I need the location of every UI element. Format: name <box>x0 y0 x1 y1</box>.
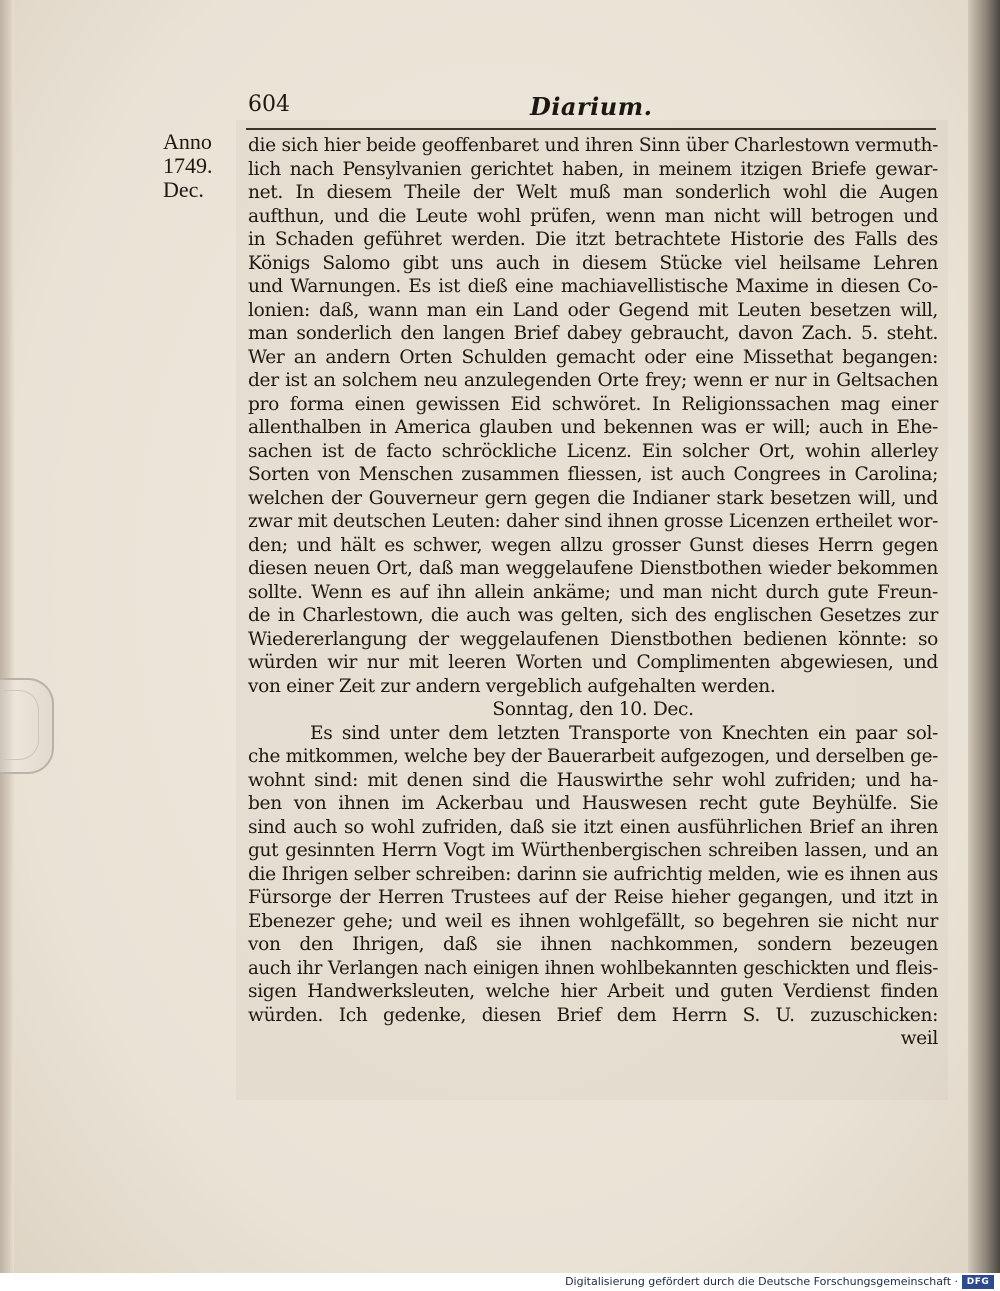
facing-page-edge <box>0 0 14 1273</box>
section-heading: Sonntag, den 10. Dec. <box>492 699 694 720</box>
text-line: Sorten von Menschen zusammen fliessen, ist auch Congrees in Carolina; <box>248 464 938 485</box>
funding-credit: Digitalisierung gefördert durch die Deutsche Forschungsgemeinschaft · <box>565 1275 958 1288</box>
margin-line: 1749. <box>163 153 213 178</box>
text-line: welchen der Gouverneur gern gegen die Indianer stark besetzen will, und <box>248 487 938 509</box>
text-line: che mitkommen, welche bey der Bauerarbeit aufgezogen, und derselben ge- <box>248 746 938 767</box>
text-line: man sonderlich den langen Brief dabey gebraucht, davon Zach. 5. steht. <box>248 323 938 344</box>
text-line: ben von ihnen im Ackerbau und Hauswesen recht gute Beyhülfe. Sie <box>248 793 938 814</box>
page-header <box>248 92 936 126</box>
catchword: weil <box>900 1028 938 1049</box>
text-line: Ebenezer gehe; und weil es ihnen wohlgefällt, so begehren sie nicht nur <box>248 910 938 932</box>
text-line: in Schaden geführet werden. Die itzt betrachtete Historie des Falls des <box>248 229 938 250</box>
text-line: der ist an solchem neu anzulegenden Orte frey; wenn er nur in Geltsachen <box>248 370 938 391</box>
text-line: sollte. Wenn es auf ihn allein ankäme; und man nicht durch gute Freun- <box>248 581 938 603</box>
text-line: lonien: daß, wann man ein Land oder Gegend mit Leuten besetzen will, <box>248 299 938 321</box>
text-line: und Warnungen. Es ist dieß eine machiavellistische Maxime in diesen Co- <box>248 276 938 297</box>
text-line: pro forma einen gewissen Eid schwöret. In Religionssachen mag einer <box>248 393 938 415</box>
text-line: die sich hier beide geoffenbaret und ihren Sinn über Charlestown vermuth- <box>248 135 938 156</box>
text-line: Wiedererlangung der weggelaufenen Dienstbothen bedienen könnte: so <box>248 628 938 650</box>
text-line: lich nach Pensylvanien gerichtet haben, in meinem itzigen Briefe gewar- <box>248 158 938 180</box>
gutter-shadow <box>968 0 1000 1273</box>
text-line: die Ihrigen selber schreiben: darinn sie aufrichtig melden, wie es ihnen aus <box>248 863 938 885</box>
text-line: Königs Salomo gibt uns auch in diesem Stücke viel heilsame Lehren <box>248 252 938 274</box>
text-line: würden wir nur mit leeren Worten und Complimenten abgewiesen, und <box>248 652 938 673</box>
text-line: von den Ihrigen, daß sie ihnen nachkommen, sondern bezeugen <box>248 934 938 955</box>
text-line: Wer an andern Orten Schulden gemacht oder eine Missethat begangen: <box>248 346 938 368</box>
margin-date-note <box>163 130 235 202</box>
text-line: diesen neuen Ort, daß man weggelaufene Dienstbothen wieder bekommen <box>248 558 938 579</box>
text-line: allenthalben in America glauben und bekennen was er will; auch in Ehe- <box>248 417 938 438</box>
body-text <box>248 134 938 1051</box>
text-line: sind auch so wohl zufriden, daß sie itzt einen ausführlichen Brief an ihren <box>248 816 938 838</box>
text-line: de in Charlestown, die auch was gelten, sich des englischen Gesetzes zur <box>248 605 938 626</box>
text-line: net. In diesem Theile der Welt muß man sonderlich wohl die Augen <box>248 182 938 203</box>
text-line: Es sind unter dem letzten Transporte von Knechten ein paar sol- <box>310 722 938 744</box>
text-line: sigen Handwerksleuten, welche hier Arbeit und guten Verdienst finden <box>248 981 938 1002</box>
running-title: Diarium. <box>530 92 653 121</box>
text-line: Fürsorge der Herren Trustees auf der Reise hieher gegangen, und itzt in <box>248 887 938 908</box>
margin-line: Dec. <box>163 177 204 202</box>
margin-line: Anno <box>163 129 212 154</box>
text-line: gut gesinnten Herrn Vogt im Würthenbergischen schreiben lassen, und an <box>248 840 938 861</box>
text-line: wohnt sind: mit denen sind die Hauswirthe sehr wohl zufriden; und ha- <box>248 769 938 791</box>
page-clip <box>0 678 54 774</box>
page-number: 604 <box>248 92 290 117</box>
text-line: den; und hält es schwer, wegen allzu grosser Gunst dieses Herrn gegen <box>248 534 938 556</box>
text-line: würden. Ich gedenke, diesen Brief dem Herrn S. U. zuzuschicken: <box>248 1004 938 1026</box>
text-line: auch ihr Verlangen nach einigen ihnen wohlbekannten geschickten und fleis- <box>248 957 938 979</box>
text-line: aufthun, und die Leute wohl prüfen, wenn man nicht will betrogen und <box>248 205 938 227</box>
header-rule <box>246 128 936 130</box>
text-line: von einer Zeit zur andern vergeblich aufgehalten werden. <box>248 675 776 697</box>
text-line: zwar mit deutschen Leuten: daher sind ihnen grosse Licenzen ertheilet wor- <box>248 511 938 532</box>
dfg-logo-icon: DFG <box>962 1275 994 1289</box>
text-line: sachen ist de facto schröckliche Licenz. Ein solcher Ort, wohin allerley <box>248 440 938 462</box>
